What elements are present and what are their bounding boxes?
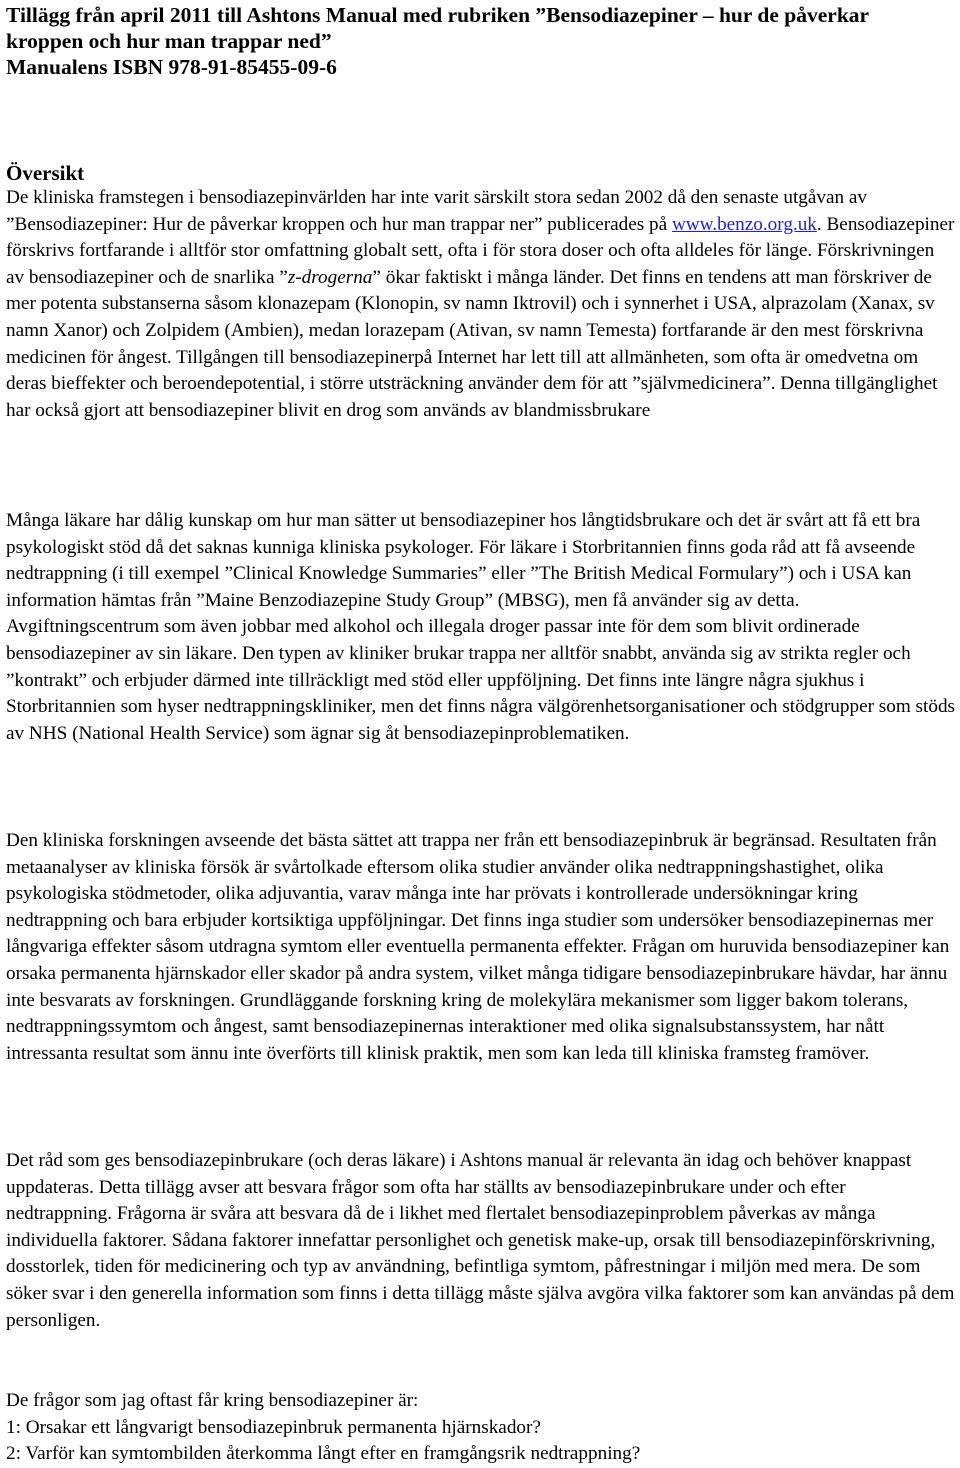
- paragraph-overview-text-b: . Bensodiazepiner förskrivs fortfarande i alltför stor omfattning globalt sett, ofta i för stora doser och ofta alldeles för länge. Förskrivningen av bensodiazepiner och de snarlika ”: [6, 213, 955, 288]
- questions-block: [6, 1388, 956, 1468]
- title-line-1: Tillägg från april 2011 till Ashtons Manual med rubriken ”Bensodiazepiner – hur de påverkar: [6, 3, 870, 27]
- benzo-website-link[interactable]: www.benzo.org.uk: [671, 213, 817, 235]
- paragraph-overview: [6, 185, 956, 424]
- questions-intro: De frågor som jag oftast får kring bensodiazepiner är:: [6, 1390, 419, 1411]
- document-title: [6, 2, 954, 80]
- section-heading: Översikt: [6, 161, 85, 185]
- question-item-1: 1: Orsakar ett långvarigt bensodiazepinbruk permanenta hjärnskador?: [6, 1416, 541, 1438]
- paragraph-overview-text-c: ” ökar faktiskt i många länder. Det finns en tendens att man förskriver de mer potenta substanserna såsom klonazepam (Klonopin, sv namn Iktrovil) och i synnerhet i USA, alprazolam (Xanax, sv namn Xanor) och Zolpidem (Ambien), medan lorazepam (Ativan, sv namn Temesta) fortfarande är den mest förskrivna medicinen för ångest. Tillgången till bensodiazepinerpå Internet har lett till att allmänheten, som ofta är omedvetna om deras bieffekter och beroendepotential, i större utsträckning använder dem för att ”självmedicinera”. Denna tillgänglighet har också gjort att bensodiazepiner blivit en drog som används av blandmissbrukare: [6, 266, 938, 421]
- question-item-2: 2: Varför kan symtombilden återkomma långt efter en framgångsrik nedtrappning?: [6, 1443, 641, 1465]
- paragraph-manual-advice: Det råd som ges bensodiazepinbrukare (och deras läkare) i Ashtons manual är relevanta än idag och behöver knappast uppdateras. Detta tillägg avser att besvara frågor som ofta har ställts av bensodiazepinbrukare under och efter nedtrappning. Frågorna är svåra att besvara då de i likhet med flertalet bensodiazepinproblem påverkas av många individuella faktorer. Sådana faktorer innefattar personlighet och genetisk make-up, orsak till bensodiazepinförskrivning, dosstorlek, tiden för medicinering och typ av användning, befintliga symtom, påfrestningar i miljön med mera. De som söker svar i den generella information som finns i detta tillägg måste själva avgöra vilka faktorer som kan användas på dem personligen.: [6, 1150, 955, 1331]
- title-line-3-isbn: Manualens ISBN 978-91-85455-09-6: [6, 55, 337, 79]
- paragraph-overview-text-a: De kliniska framstegen i bensodiazepinvärlden har inte varit särskilt stora sedan 2002 då den senaste utgåvan av ”Bensodiazepiner: Hur de påverkar kroppen och hur man trappar ner” publicerades på: [6, 187, 868, 235]
- title-line-2: kroppen och hur man trappar ned”: [6, 29, 332, 53]
- z-drugs-term: z-drogerna: [287, 266, 373, 288]
- paragraph-clinical-research: Den kliniska forskningen avseende det bästa sättet att trappa ner från ett bensodiazepinbruk är begränsad. Resultaten från metaanalyser av kliniska försök är svårtolkade eftersom olika studier använder olika nedtrappningshastighet, olika psykologiska stödmetoder, olika adjuvantia, varav många inte har prövats i kontrollerade undersökningar kring nedtrappning och bara erbjuder kortsiktiga uppföljningar. Det finns inga studier som undersöker bensodiazepinernas mer långvariga effekter såsom utdragna symtom eller eventuella permanenta effekter. Frågan om huruvida bensodiazepiner kan orsaka permanenta hjärnskador eller skador på andra system, vilket många tidigare bensodiazepinbrukare hävdar, har ännu inte besvarats av forskningen. Grundläggande forskning kring de molekylära mekanismer som ligger bakom tolerans, nedtrappningssymtom och ångest, samt bensodiazepinernas interaktioner med olika signalsubstanssystem, har nått intressanta resultat som ännu inte överförts till klinisk praktik, men som kan leda till kliniska framsteg framöver.: [6, 830, 950, 1064]
- paragraph-doctors-knowledge: Många läkare har dålig kunskap om hur man sätter ut bensodiazepiner hos långtidsbrukare och det är svårt att få ett bra psykologiskt stöd då det saknas kunniga kliniska psykologer. För läkare i Storbritannien finns goda råd att få avseende nedtrappning (i till exempel ”Clinical Knowledge Summaries” eller ”The British Medical Formulary”) och i USA kan information hämtas från ”Maine Benzodiazepine Study Group” (MBSG), men få använder sig av detta. Avgiftningscentrum som även jobbar med alkohol och illegala droger passar inte för dem som blivit ordinerade bensodiazepiner av sin läkare. Den typen av kliniker brukar trappa ner alltför snabbt, använda sig av strikta regler och ”kontrakt” och erbjuder därmed inte tillräckligt med stöd eller uppföljning. Det finns inte längre några sjukhus i Storbritannien som hyser nedtrappningskliniker, men det finns några välgörenhetsorganisationer och stödgrupper som stöds av NHS (National Health Service) som ägnar sig åt bensodiazepinproblematiken.: [6, 510, 956, 744]
